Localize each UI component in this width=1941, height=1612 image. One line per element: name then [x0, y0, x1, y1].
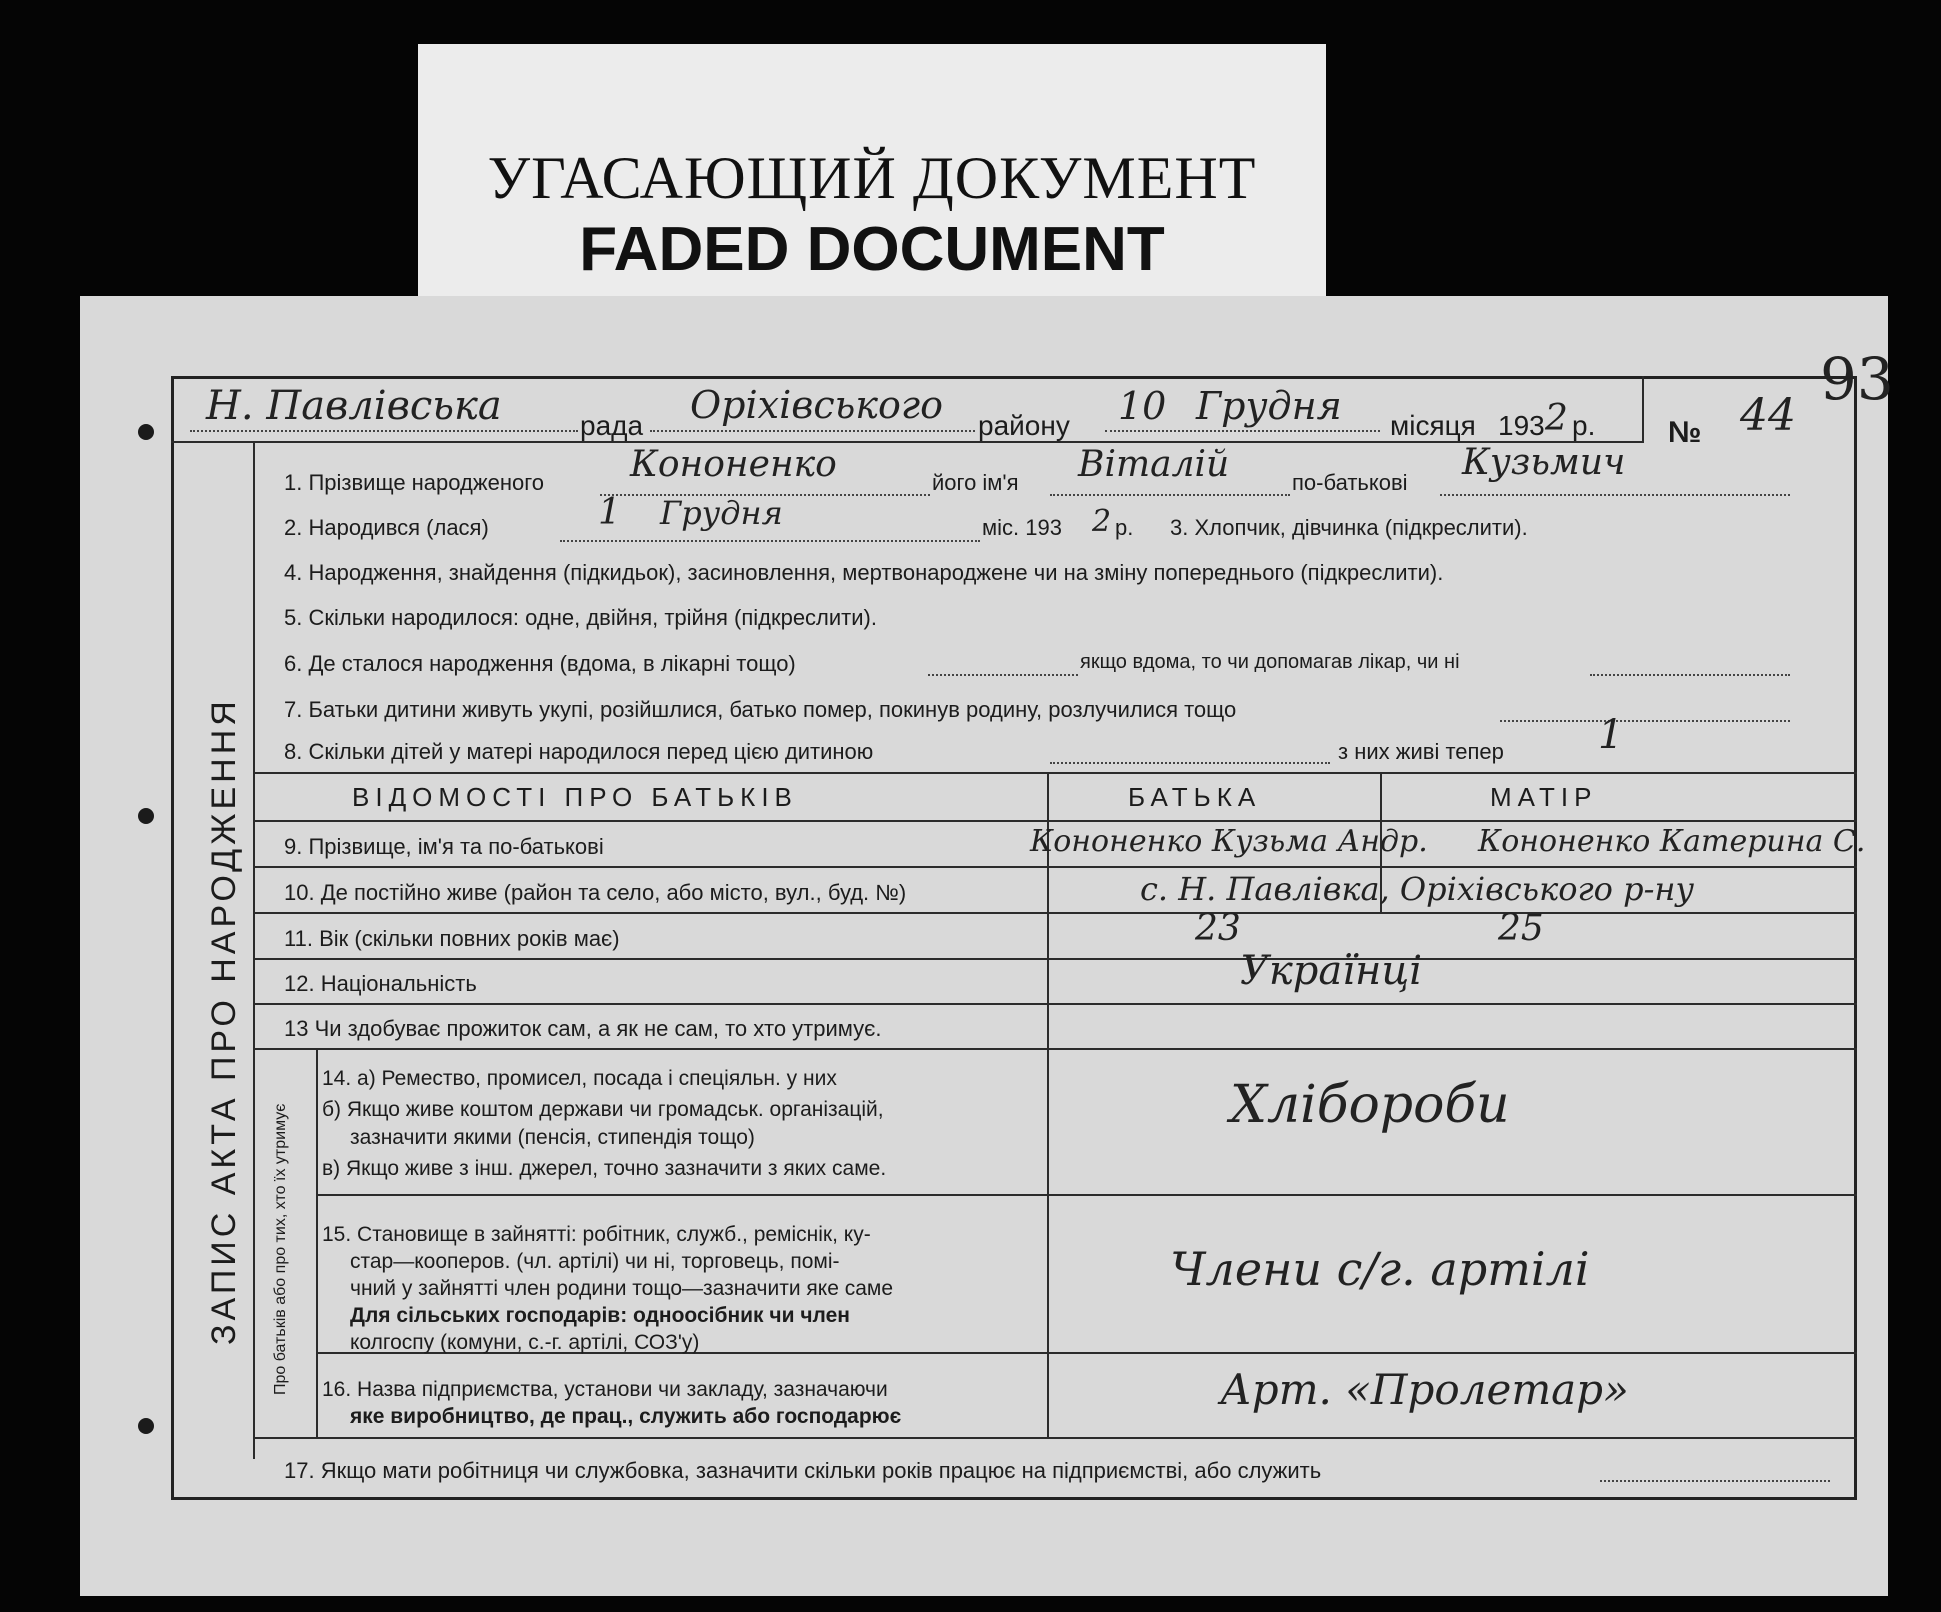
fill-line — [560, 540, 980, 542]
q2-year-suffix: р. — [1115, 515, 1134, 540]
table-header-father: БАТЬКА — [1128, 782, 1262, 812]
q8-label: 8. Скільки дітей у матері народилося перед цією дитиною — [284, 739, 874, 764]
month-label: місяця — [1390, 410, 1476, 441]
q14b-label-2: зазначити якими (пенсія, стипендія тощо) — [350, 1126, 755, 1149]
table-top-rule — [253, 772, 1857, 774]
q14b-label: б) Якщо живе коштом держави чи громадськ. організацій, — [322, 1098, 884, 1121]
child-name-value: Віталій — [1078, 444, 1230, 485]
q11-label: 11. Вік (скільки повних років має) — [284, 926, 620, 951]
date-day-value: 10 — [1118, 384, 1167, 428]
parents-side-subtitle: Про батьків або про тих, хто їх утримує — [272, 1103, 289, 1395]
father-age-value: 23 — [1195, 908, 1241, 949]
label-english: FADED DOCUMENT — [579, 215, 1165, 284]
q15-label-4: Для сільських господарів: одноосібник чи член — [350, 1304, 850, 1327]
number-box-divider — [1642, 376, 1644, 442]
table-column-divider — [1047, 772, 1049, 1437]
table-row-rule — [253, 1048, 1857, 1050]
residence-value: с. Н. Павлівка, Оріхівського р-ну — [1140, 870, 1695, 908]
q1-patronymic-label: по-батькові — [1292, 470, 1408, 495]
q8-value: 1 — [1598, 712, 1624, 758]
q1-name-label: його ім'я — [932, 470, 1019, 495]
table-row-rule — [253, 912, 1857, 914]
q1-label: 1. Прізвище народженого — [284, 470, 544, 495]
table-header-info: ВІДОМОСТІ ПРО БАТЬКІВ — [352, 782, 798, 812]
label-russian: УГАСАЮЩИЙ ДОКУМЕНТ — [487, 145, 1257, 211]
father-name-value: Кононенко Кузьма Андр. — [1030, 824, 1428, 859]
fill-line — [928, 674, 1078, 676]
fill-line — [650, 430, 975, 432]
year-digit-value: 2 — [1545, 398, 1568, 439]
q16-label-2: яке виробництво, де прац., служить або господарює — [350, 1405, 902, 1428]
q9-label: 9. Прізвище, ім'я та по-батькові — [284, 834, 604, 859]
record-number-label: № — [1668, 416, 1702, 449]
q15-label-3: чний у зайнятті член родини тощо—зазначити яке саме — [350, 1277, 894, 1300]
table-row-rule — [253, 1003, 1857, 1005]
subgroup-divider — [316, 1048, 318, 1437]
q6-label-2: якщо вдома, то чи допомагав лікар, чи ні — [1080, 651, 1460, 673]
q17-label: 17. Якщо мати робітниця чи службовка, зазначити скільки років працює на підприємстві, або служить — [284, 1458, 1322, 1483]
child-patronymic-value: Кузьмич — [1462, 442, 1626, 483]
q4-birth-type: 4. Народження, знайдення (підкидьок), засиновлення, мертвонароджене чи на зміну попереднього (підкреслити). — [284, 560, 1444, 585]
child-surname-value: Кононенко — [630, 444, 837, 485]
mother-age-value: 25 — [1498, 908, 1544, 949]
archive-label — [418, 44, 1326, 308]
q15-label: 15. Становище в зайнятті: робітник, служб., реміснік, ку- — [322, 1223, 871, 1246]
fill-line — [1500, 720, 1790, 722]
table-header-rule — [253, 820, 1857, 822]
q16-label: 16. Назва підприємства, установи чи закладу, зазначаючи — [322, 1378, 888, 1401]
q7-parents-status: 7. Батьки дитини живуть укупі, розійшлися, батько помер, покинув родину, розлучилися тощо — [284, 697, 1237, 722]
q2-month-year-label: міс. 193 — [982, 515, 1062, 540]
village-council-value: Н. Павлівська — [206, 383, 502, 429]
table-row-rule — [253, 958, 1857, 960]
punch-hole — [138, 424, 154, 440]
employment-value: Члени с/г. артілі — [1170, 1242, 1590, 1296]
q6-label: 6. Де сталося народження (вдома, в лікарні тощо) — [284, 651, 796, 676]
rada-label: рада — [580, 410, 644, 441]
q10-label: 10. Де постійно живе (район та село, або місто, вул., буд. №) — [284, 880, 907, 905]
fill-line — [1600, 1480, 1830, 1482]
fill-line — [1050, 494, 1290, 496]
punch-hole — [138, 808, 154, 824]
q13-label: 13 Чи здобуває прожиток сам, а як не сам, то хто утримує. — [284, 1016, 882, 1041]
q8-label-2: з них живі тепер — [1338, 739, 1504, 764]
enterprise-value: Арт. «Пролетар» — [1220, 1365, 1629, 1414]
q15-label-2: стар—кооперов. (чл. артілі) чи ні, торговець, помі- — [350, 1250, 840, 1273]
punch-hole — [138, 1418, 154, 1434]
table-row-rule — [316, 1194, 1857, 1196]
q14c-label: в) Якщо живе з інш. джерел, точно зазначити з яких саме. — [322, 1157, 887, 1180]
year-suffix: р. — [1572, 410, 1596, 441]
birth-year-digit: 2 — [1092, 504, 1112, 539]
q14a-label: 14. а) Ремество, промисел, посада і спеціяльн. у них — [322, 1067, 837, 1090]
archive-page-number: 93 — [1820, 345, 1894, 413]
fill-line — [1105, 430, 1380, 432]
record-number-value: 44 — [1740, 390, 1796, 441]
table-header-mother: МАТІР — [1490, 782, 1598, 812]
occupation-value: Хлібороби — [1230, 1075, 1510, 1135]
form-side-title: ЗАПИС АКТА ПРО НАРОДЖЕННЯ — [205, 697, 243, 1345]
district-value: Оріхівського — [690, 383, 943, 427]
side-column-divider — [253, 441, 255, 1459]
year-prefix: 193 — [1498, 410, 1545, 441]
date-month-value: Грудня — [1196, 384, 1342, 428]
q2-label: 2. Народився (лася) — [284, 515, 489, 540]
fill-line — [1050, 762, 1330, 764]
q15-label-5: колгоспу (комуни, с.-г. артілі, СОЗ'у) — [350, 1331, 700, 1354]
q3-gender: 3. Хлопчик, дівчинка (підкреслити). — [1170, 515, 1528, 540]
fill-line — [190, 430, 578, 432]
nationality-value: Українці — [1240, 948, 1423, 994]
mother-name-value: Кононенко Катерина С. — [1478, 824, 1866, 859]
table-bottom-rule — [253, 1437, 1857, 1439]
raion-label: району — [978, 410, 1070, 441]
q12-label: 12. Національність — [284, 971, 477, 996]
fill-line — [1440, 494, 1790, 496]
table-row-rule — [253, 866, 1857, 868]
q5-multiplicity: 5. Скільки народилося: одне, двійня, трійня (підкреслити). — [284, 605, 877, 630]
birth-month-value: Грудня — [660, 494, 783, 532]
fill-line — [1590, 674, 1790, 676]
birth-day-value: 1 — [598, 492, 621, 533]
